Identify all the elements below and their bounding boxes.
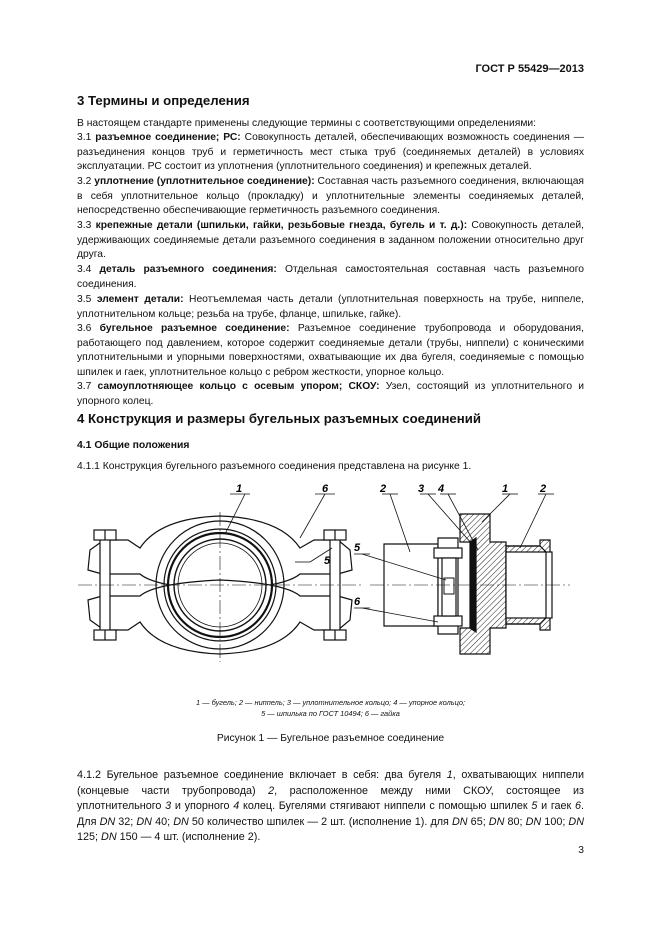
term-3-2: [77, 175, 584, 219]
text-run: 65;: [467, 815, 489, 828]
standard-header: ГОСТ Р 55429—2013: [475, 63, 584, 75]
text-run: . Для: [77, 800, 584, 828]
text-run: колец. Бугелями стягивают ниппели с помощью шпилек: [239, 800, 532, 812]
right-view: [354, 494, 570, 654]
term-definition: Разъемное соединение трубопровода и оборудования, работающего под давлением, которое содержит соединяемые детали (трубы, ниппели) с коническими уплотнительными и упорными поверхностями, охватывающие их два бугеля, соединяемые с помощью шпилек и гаек, уплотнительное кольцо с ребром жесткости, упорное кольцо.: [77, 323, 584, 379]
label-4-right: 4: [438, 483, 445, 495]
figure-caption: Рисунок 1 — Бугельное разъемное соединение: [216, 733, 445, 744]
dn-italic: DN: [99, 815, 116, 828]
paragraph-4-1-2: [77, 768, 584, 846]
dn-italic: DN: [488, 815, 505, 828]
term-number: 3.6: [77, 323, 100, 334]
clamp-section: [460, 514, 506, 654]
nut-section: [434, 616, 462, 626]
term-name: элемент детали:: [96, 294, 184, 305]
term-name: деталь разъемного соединения:: [99, 264, 277, 275]
text-run: и упорного: [171, 800, 234, 812]
label-2-right-a: 2: [380, 483, 387, 495]
term-name: бугельное разъемное соединение:: [99, 323, 290, 334]
section-3-intro: [77, 117, 584, 132]
figure-1-drawing: [70, 482, 590, 707]
italic-ref: 4: [233, 800, 240, 812]
label-5-right: 5: [354, 542, 361, 554]
legend-text: — бугель;: [200, 698, 239, 707]
legend-num: 1: [195, 698, 201, 707]
label-6-right: 6: [354, 596, 361, 608]
term-3-6: [77, 322, 584, 381]
text-run: 80;: [504, 815, 526, 828]
leader-6: [300, 494, 325, 538]
term-name: самоуплотняющее кольцо с осевым упором; СКОУ:: [97, 381, 380, 392]
term-definition: Совокупность деталей, обеспечивающих возможность соединения — разъединения концов труб и герметичность мест стыка труб (соединяемых деталей) в условиях эксплуатации. РС состоит из уплотнения (уплотнительного соединения) и крепежных деталей.: [77, 132, 585, 173]
dn-italic: DN: [525, 815, 542, 828]
label-1-right: 1: [502, 483, 509, 495]
legend-text: — ниппель;: [243, 698, 287, 707]
term-number: 3.5: [77, 294, 97, 305]
paragraph-4-1-1: 4.1.1 Конструкция бугельного разъемного соединения представлена на рисунке 1.: [77, 461, 472, 472]
text-run: 100;: [541, 815, 569, 828]
text-run: 150 — 4 шт. (исполнение 2).: [116, 831, 261, 843]
term-name: крепежные детали (шпильки, гайки, резьбовые гнезда, бугель и т. д.):: [95, 220, 468, 231]
leader-2a: [390, 494, 410, 552]
legend-num: 3: [286, 698, 291, 707]
legend-num: 2: [238, 698, 243, 707]
text-run: , расположенное между ними СКОУ, состоящее из уплотнительного: [77, 784, 584, 812]
intro-text: В настоящем стандарте применены следующие термины с соответствующими определениями:: [77, 118, 537, 129]
term-number: 3.4: [77, 264, 100, 275]
section-4-title: 4 Конструкция и размеры бугельных разъемных соединений: [77, 411, 481, 426]
dn-italic: DN: [451, 815, 468, 828]
stud-slot: [444, 578, 454, 594]
text-run: 32;: [115, 815, 137, 828]
italic-ref: 2: [268, 784, 275, 797]
legend-text: — шпилька по ГОСТ 10494;: [265, 708, 365, 718]
italic-ref: 3: [165, 800, 172, 812]
dn-italic: DN: [568, 815, 585, 828]
term-3-1: [77, 131, 584, 175]
label-2-right-b: 2: [540, 483, 547, 495]
subsection-4-1-title: 4.1 Общие положения: [77, 440, 190, 451]
text-run: и гаек: [537, 800, 575, 812]
text-run: 40;: [151, 815, 174, 828]
term-3-3: [77, 219, 584, 263]
label-6-left: 6: [322, 483, 329, 495]
right-stud: [330, 538, 340, 634]
term-3-5: [77, 293, 584, 322]
text-run: , охватывающих ниппели (концевые части трубопровода): [77, 769, 585, 797]
page-number: 3: [578, 845, 584, 856]
legend-num: 6: [364, 708, 369, 718]
legend-line-1: [77, 698, 584, 709]
term-name: уплотнение (уплотнительное соединение):: [94, 176, 315, 187]
legend-text: — упорное кольцо;: [397, 698, 466, 707]
legend-line-2: [77, 709, 584, 720]
italic-ref: 1: [446, 769, 453, 781]
text-run: 50 количество шпилек — 2 шт. (исполнение 1). для: [188, 815, 452, 828]
text-run: 125;: [77, 831, 102, 843]
legend-num: 5: [261, 708, 266, 718]
nut-section: [434, 548, 462, 558]
italic-ref: 6: [574, 800, 581, 812]
dn-italic: DN: [173, 815, 189, 828]
term-definition: Составная часть разъемного соединения, включающая в себя уплотнительное кольцо (прокладку) и уплотнительные элементы соединяемых деталей, непосредственно обеспечивающие герметичность разъемного соединения.: [77, 176, 585, 217]
label-3-right: 3: [418, 483, 425, 495]
label-5-left: 5: [324, 555, 331, 567]
text-run: 4.1.2 Бугельное разъемное соединение включает в себя: два бугеля: [77, 769, 447, 781]
term-definition: Неотъемлемая часть детали (уплотнительная поверхность на трубе, ниппеле, уплотнительном кольце; резьба на трубе, фланце, шпильке, гайке).: [77, 294, 584, 320]
label-1-left: 1: [236, 483, 243, 495]
term-number: 3.3: [77, 220, 96, 231]
term-definition: Совокупность деталей, удерживающих соединяемые детали разъемного соединения в заданном положении относительно друг друга.: [77, 220, 584, 261]
dn-italic: DN: [101, 831, 117, 843]
term-3-7: [77, 380, 584, 409]
term-definition: Отдельная самостоятельная составная часть разъемного соединения.: [77, 264, 584, 290]
term-number: 3.7: [77, 381, 98, 392]
section-3-title: 3 Термины и определения: [77, 93, 250, 108]
term-number: 3.1: [77, 132, 96, 143]
left-view: [78, 494, 362, 662]
term-name: разъемное соединение; РС:: [95, 132, 241, 143]
dn-italic: DN: [136, 815, 152, 828]
legend-text: — гайка: [368, 708, 400, 718]
italic-ref: 5: [531, 800, 538, 812]
leader-1r: [482, 494, 510, 522]
term-definition: Узел, состоящий из уплотнительного и упорного колец.: [77, 381, 584, 407]
term-3-4: [77, 263, 584, 292]
term-number: 3.2: [77, 176, 95, 187]
figure-legend: [77, 698, 584, 719]
legend-text: — уплотнительное кольцо;: [290, 698, 394, 707]
left-stud: [100, 538, 110, 634]
legend-num: 4: [393, 698, 398, 707]
